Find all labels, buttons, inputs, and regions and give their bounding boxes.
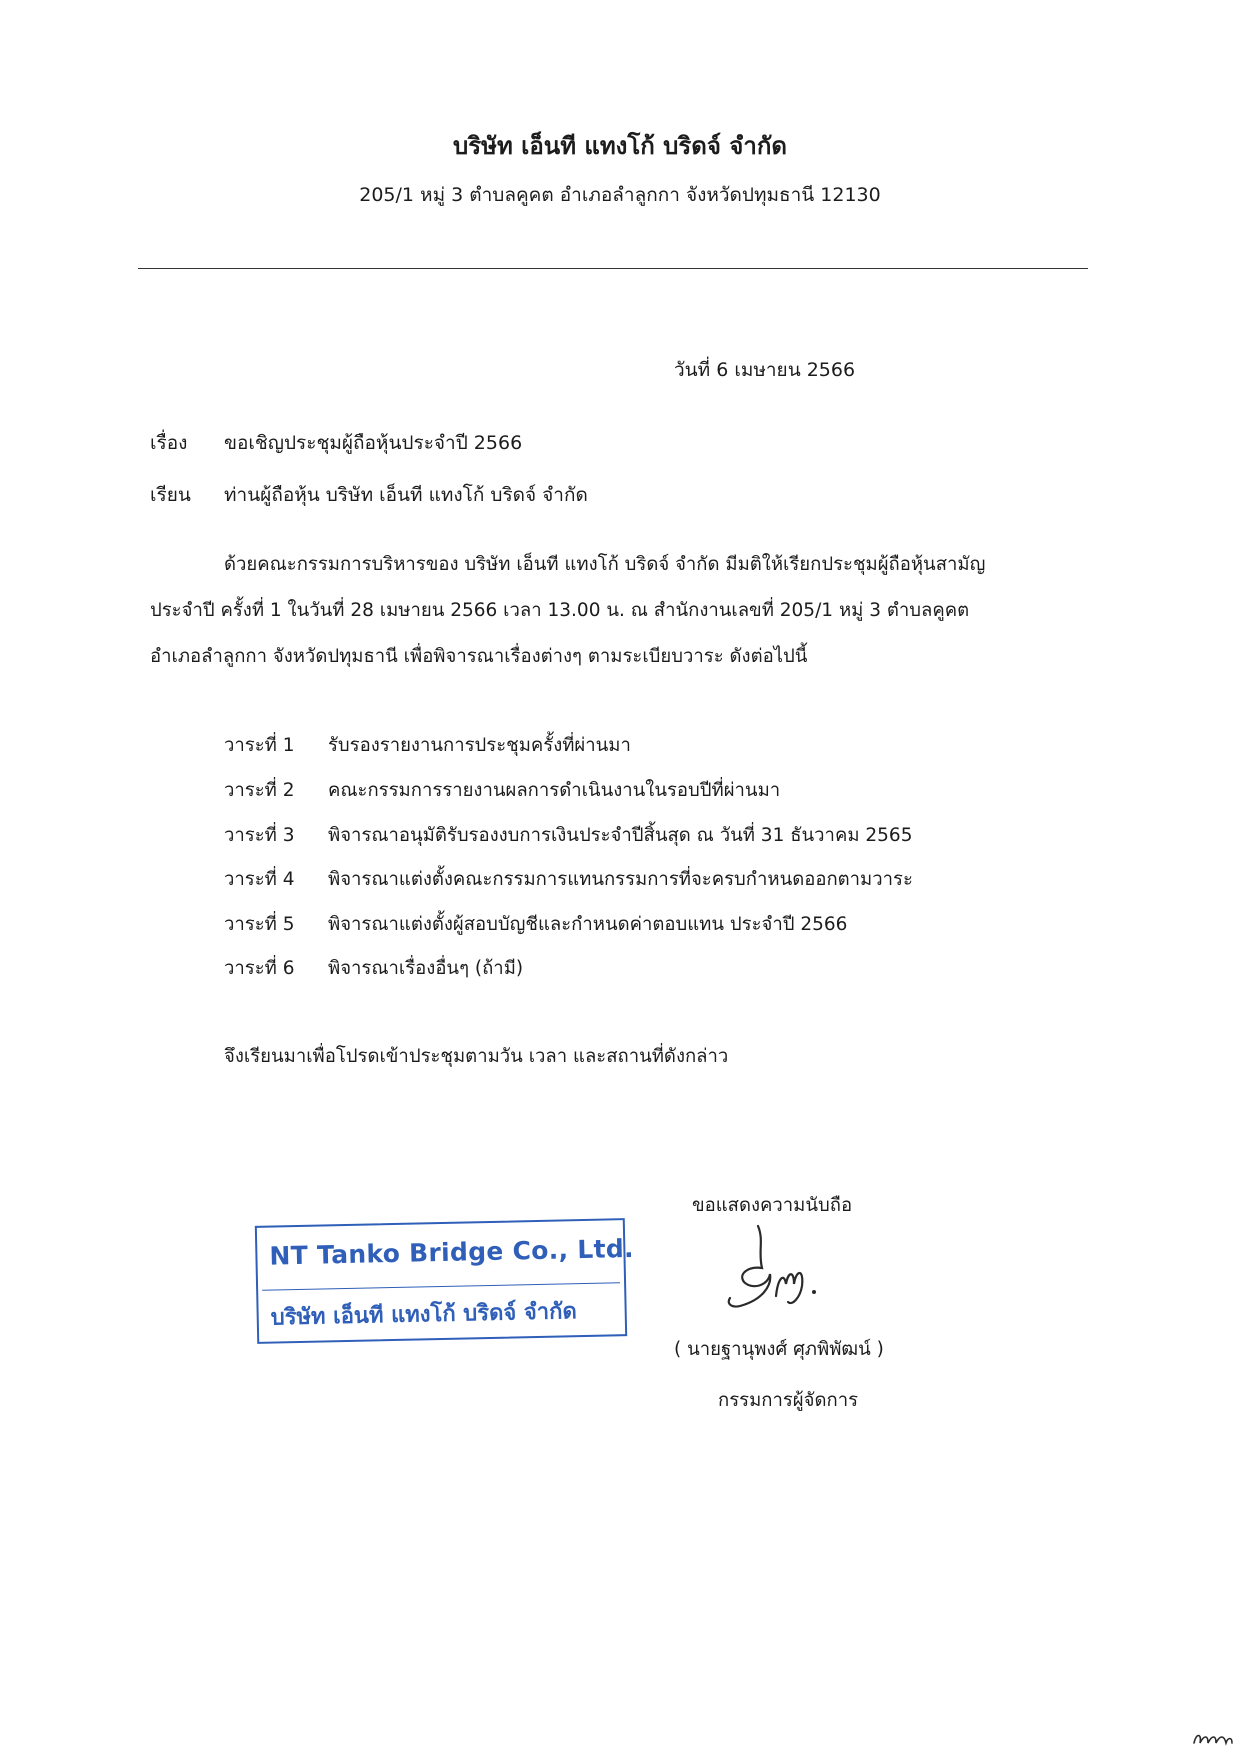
agenda-item-4-label: วาระที่ 4 [224, 869, 295, 890]
handwritten-signature [718, 1222, 838, 1322]
company-address: 205/1 หมู่ 3 ตำบลคูคต อำเภอลำลูกกา จังหวัดปทุมธานี 12130 [359, 184, 881, 206]
body-line-1: ด้วยคณะกรรมการบริหารของ บริษัท เอ็นที แทงโก้ บริดจ์ จำกัด มีมติให้เรียกประชุมผู้ถือหุ้นสามัญ [224, 554, 986, 575]
stamp-divider [262, 1282, 620, 1290]
letterhead-divider [138, 268, 1088, 269]
subject-value: ขอเชิญประชุมผู้ถือหุ้นประจำปี 2566 [224, 432, 523, 454]
regards-text: ขอแสดงความนับถือ [692, 1195, 853, 1216]
company-name: บริษัท เอ็นที แทงโก้ บริดจ์ จำกัด [453, 132, 787, 160]
agenda-item-5-text: พิจารณาแต่งตั้งผู้สอบบัญชีและกำหนดค่าตอบแทน ประจำปี 2566 [328, 914, 848, 935]
stamp-english-name: NT Tanko Bridge Co., Ltd. [269, 1233, 635, 1271]
closing-line: จึงเรียนมาเพื่อโปรดเข้าประชุมตามวัน เวลา และสถานที่ดังกล่าว [224, 1046, 729, 1067]
agenda-item-3-label: วาระที่ 3 [224, 825, 295, 846]
agenda-item-3-text: พิจารณาอนุมัติรับรองงบการเงินประจำปีสิ้นสุด ณ วันที่ 31 ธันวาคม 2565 [328, 825, 913, 846]
subject-label: เรื่อง [150, 432, 188, 454]
letter-date: วันที่ 6 เมษายน 2566 [674, 359, 856, 381]
agenda-item-1-label: วาระที่ 1 [224, 735, 295, 756]
company-stamp [255, 1218, 635, 1344]
agenda-item-6-text: พิจารณาเรื่องอื่นๆ (ถ้ามี) [328, 958, 524, 979]
agenda-item-2-label: วาระที่ 2 [224, 780, 295, 801]
agenda-item-1-text: รับรองรายงานการประชุมครั้งที่ผ่านมา [328, 735, 631, 756]
recipient-label: เรียน [150, 484, 191, 506]
signer-title: กรรมการผู้จัดการ [718, 1390, 859, 1411]
agenda-item-4-text: พิจารณาแต่งตั้งคณะกรรมการแทนกรรมการที่จะครบกำหนดออกตามวาระ [328, 869, 913, 890]
recipient-value: ท่านผู้ถือหุ้น บริษัท เอ็นที แทงโก้ บริดจ์ จำกัด [224, 484, 588, 506]
body-line-2: ประจำปี ครั้งที่ 1 ในวันที่ 28 เมษายน 2566 เวลา 13.00 น. ณ สำนักงานเลขที่ 205/1 หมู่ 3 ตำบลคูคต [150, 600, 970, 621]
body-line-3: อำเภอลำลูกกา จังหวัดปทุมธานี เพื่อพิจารณาเรื่องต่างๆ ตามระเบียบวาระ ดังต่อไปนี้ [150, 646, 808, 667]
signer-name: ( นายฐานุพงศ์ ศุภพิพัฒน์ ) [674, 1339, 884, 1360]
agenda-item-2-text: คณะกรรมการรายงานผลการดำเนินงานในรอบปีที่ผ่านมา [328, 780, 781, 801]
handwritten-initials [1190, 1725, 1236, 1751]
stamp-thai-name: บริษัท เอ็นที แทงโก้ บริดจ์ จำกัด [270, 1299, 578, 1331]
agenda-item-5-label: วาระที่ 5 [224, 914, 295, 935]
agenda-item-6-label: วาระที่ 6 [224, 958, 295, 979]
